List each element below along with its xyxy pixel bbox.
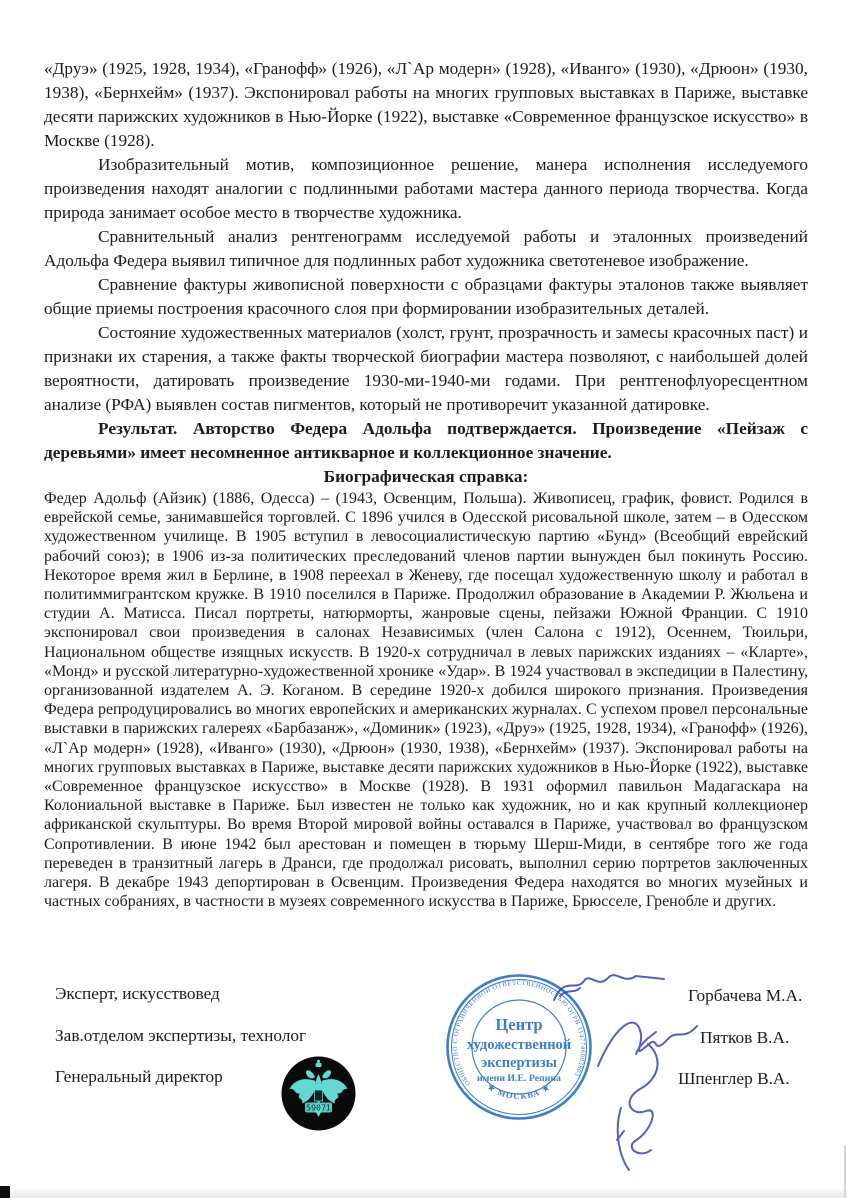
bio-heading: Биографическая справка: xyxy=(323,467,529,486)
stamp-center-line2: художественной xyxy=(466,1037,572,1053)
bio-text: Федер Адольф (Айзик) (1886, Одесса) – (1943, Освенцим, Польша). Живописец, график, фовист. Родился в еврейской семье, занимавшейся торговлей. С 1896 учился в Одесской рисовальной школе, затем – в Одесском художественном училище. В 1905 вступил в левосоциалистическую партию «Бунд» (Всеобщий еврейский рабочий союз); в 1906 из-за политических преследований членов партии вынужден был покинуть Россию. Некоторое время жил в Берлине, в 1908 переехал в Женеву, где посещал художественную школу и работал в политиммигрантском кружке. В 1910 поселился в Париже. Продолжил образование в Академии Р. Жюльена и студии А. Матисса. Писал портреты, натюрморты, жанровые сцены, пейзажи Южной Франции. С 1910 экспонировал свои произведения в салонах Независимых (член Салона с 1912), Осеннем, Тюильри, Национальном обществе изящных искусств. В 1920-х сотрудничал в левых парижских изданиях – «Кларте», «Монд» и русской литературно-художественной хронике «Удар». В 1924 участвовал в экспедиции в Палестину, организованной издателем А. Э. Коганом. В середине 1920-х добился широкого признания. Произведения Федера репродуцировались во многих европейских и американских журналах. С успехом провел персональные выставки в парижских галереях «Барбазанж», «Доминик» (1923), «Друэ» (1925, 1928, 1934), «Гранофф» (1926), «Л`Ар модерн» (1928), «Иванго» (1930), «Дрюон» (1930, 1938), «Бернхейм» (1937). Экспонировал работы на многих групповых выставках в Париже, выставке десяти парижских художников в Нью-Йорке (1922), выставке «Современное французское искусство» в Москве (1928). В 1931 оформил павильон Мадагаскара на Колониальной выставке в Париже. Был известен не только как художник, но и как крупный коллекционер африканской скульптуры. Во время Второй мировой войны оставался в Париже, участвовал во французском Сопротивлении. В июне 1942 был арестован и помещен в тюрьму Шерш-Миди, в сентябре того же года переведен в транзитный лагерь в Дранси, где продолжал рисовать, выполнил серию портретов заключенных лагеря. В декабре 1943 депортирован в Освенцим. Произведения Федера находятся во многих музейных и частных собраниях, в частности в музеях современного искусства в Париже, Брюсселе, Гренобле и других. xyxy=(44,490,808,911)
stamp-city-text: ★ МОСКВА ★ xyxy=(485,1082,553,1102)
signer-role-director: Генеральный директор xyxy=(55,1067,223,1086)
report-paragraph-texture: Сравнение фактуры живописной поверхности с образцами фактуры эталонов также выявляет общие приемы построения красочного слоя при формировании изобразительных деталей. xyxy=(44,275,808,318)
company-stamp xyxy=(444,972,594,1122)
hologram-number: 59071 xyxy=(306,1102,331,1113)
scan-corner-artifact xyxy=(0,1186,10,1198)
report-paragraph-materials: Состояние художественных материалов (холст, грунт, прозрачность и замесы красочных паст) и признаки их старения, а также факты творческой биографии мастера позволяют, с наибольшей долей вероятности, датировать произведение 1930-ми-1940-ми годами. При рентгенофлуоресцентном анализе (РФА) выявлен состав пигментов, который не противоречит указанной датировке. xyxy=(44,323,808,414)
signer-role-head: Зав.отделом экспертизы, технолог xyxy=(55,1026,307,1045)
eagle-emblem-icon xyxy=(280,1055,357,1132)
signer-name-pyatkov: Пятков В.А. xyxy=(700,1028,790,1047)
report-paragraph-exhibitions: «Друэ» (1925, 1928, 1934), «Гранофф» (1926), «Л`Ар модерн» (1928), «Иванго» (1930), «Дрюон» (1930, 1938), «Бернхейм» (1937). Экспонировал работы на многих групповых выставках в Париже, выставке десяти парижских художников в Нью-Йорке (1922), выставке «Современное французское искусство» в Москве (1928). xyxy=(44,59,808,150)
signer-name-gorbacheva: Горбачева М.А. xyxy=(688,986,803,1005)
stamp-center-line4: имени И.Е. Репина xyxy=(477,1073,561,1084)
stamp-ring-text: ОБЩЕСТВО С ОГРАНИЧЕННОЙ ОТВЕТСТВЕННОСТЬЮ ОГРН 1147746803803 xyxy=(452,979,586,1087)
stamp-center-line1: Центр xyxy=(495,1015,543,1034)
report-paragraph-xray: Сравнительный анализ рентгенограмм исследуемой работы и эталонных произведений Адольфа Федера выявил типичное для подлинных работ художника светотеневое изображение. xyxy=(44,227,808,270)
svg-text:★ МОСКВА ★ xyxy=(485,1082,553,1101)
hologram-seal xyxy=(280,1055,357,1132)
signer-name-shpengler: Шпенглер В.А. xyxy=(678,1069,790,1088)
scan-edge-artifact xyxy=(844,1145,846,1198)
stamp-center-line3: экспертизы xyxy=(481,1055,557,1071)
report-paragraph-motif: Изобразительный мотив, композиционное решение, манера исполнения исследуемого произведения находят аналогии с подлинными работами мастера данного периода творчества. Когда природа занимает особое место в творчестве художника. xyxy=(44,155,808,222)
result-paragraph: Результат. Авторство Федера Адольфа подтверждается. Произведение «Пейзаж с деревьями» имеет несомненное антикварное и коллекционное значение. xyxy=(44,419,808,462)
round-stamp-icon xyxy=(444,972,594,1122)
signer-role-expert: Эксперт, искусствовед xyxy=(55,984,220,1003)
scan-bottom-shadow xyxy=(0,1188,847,1198)
